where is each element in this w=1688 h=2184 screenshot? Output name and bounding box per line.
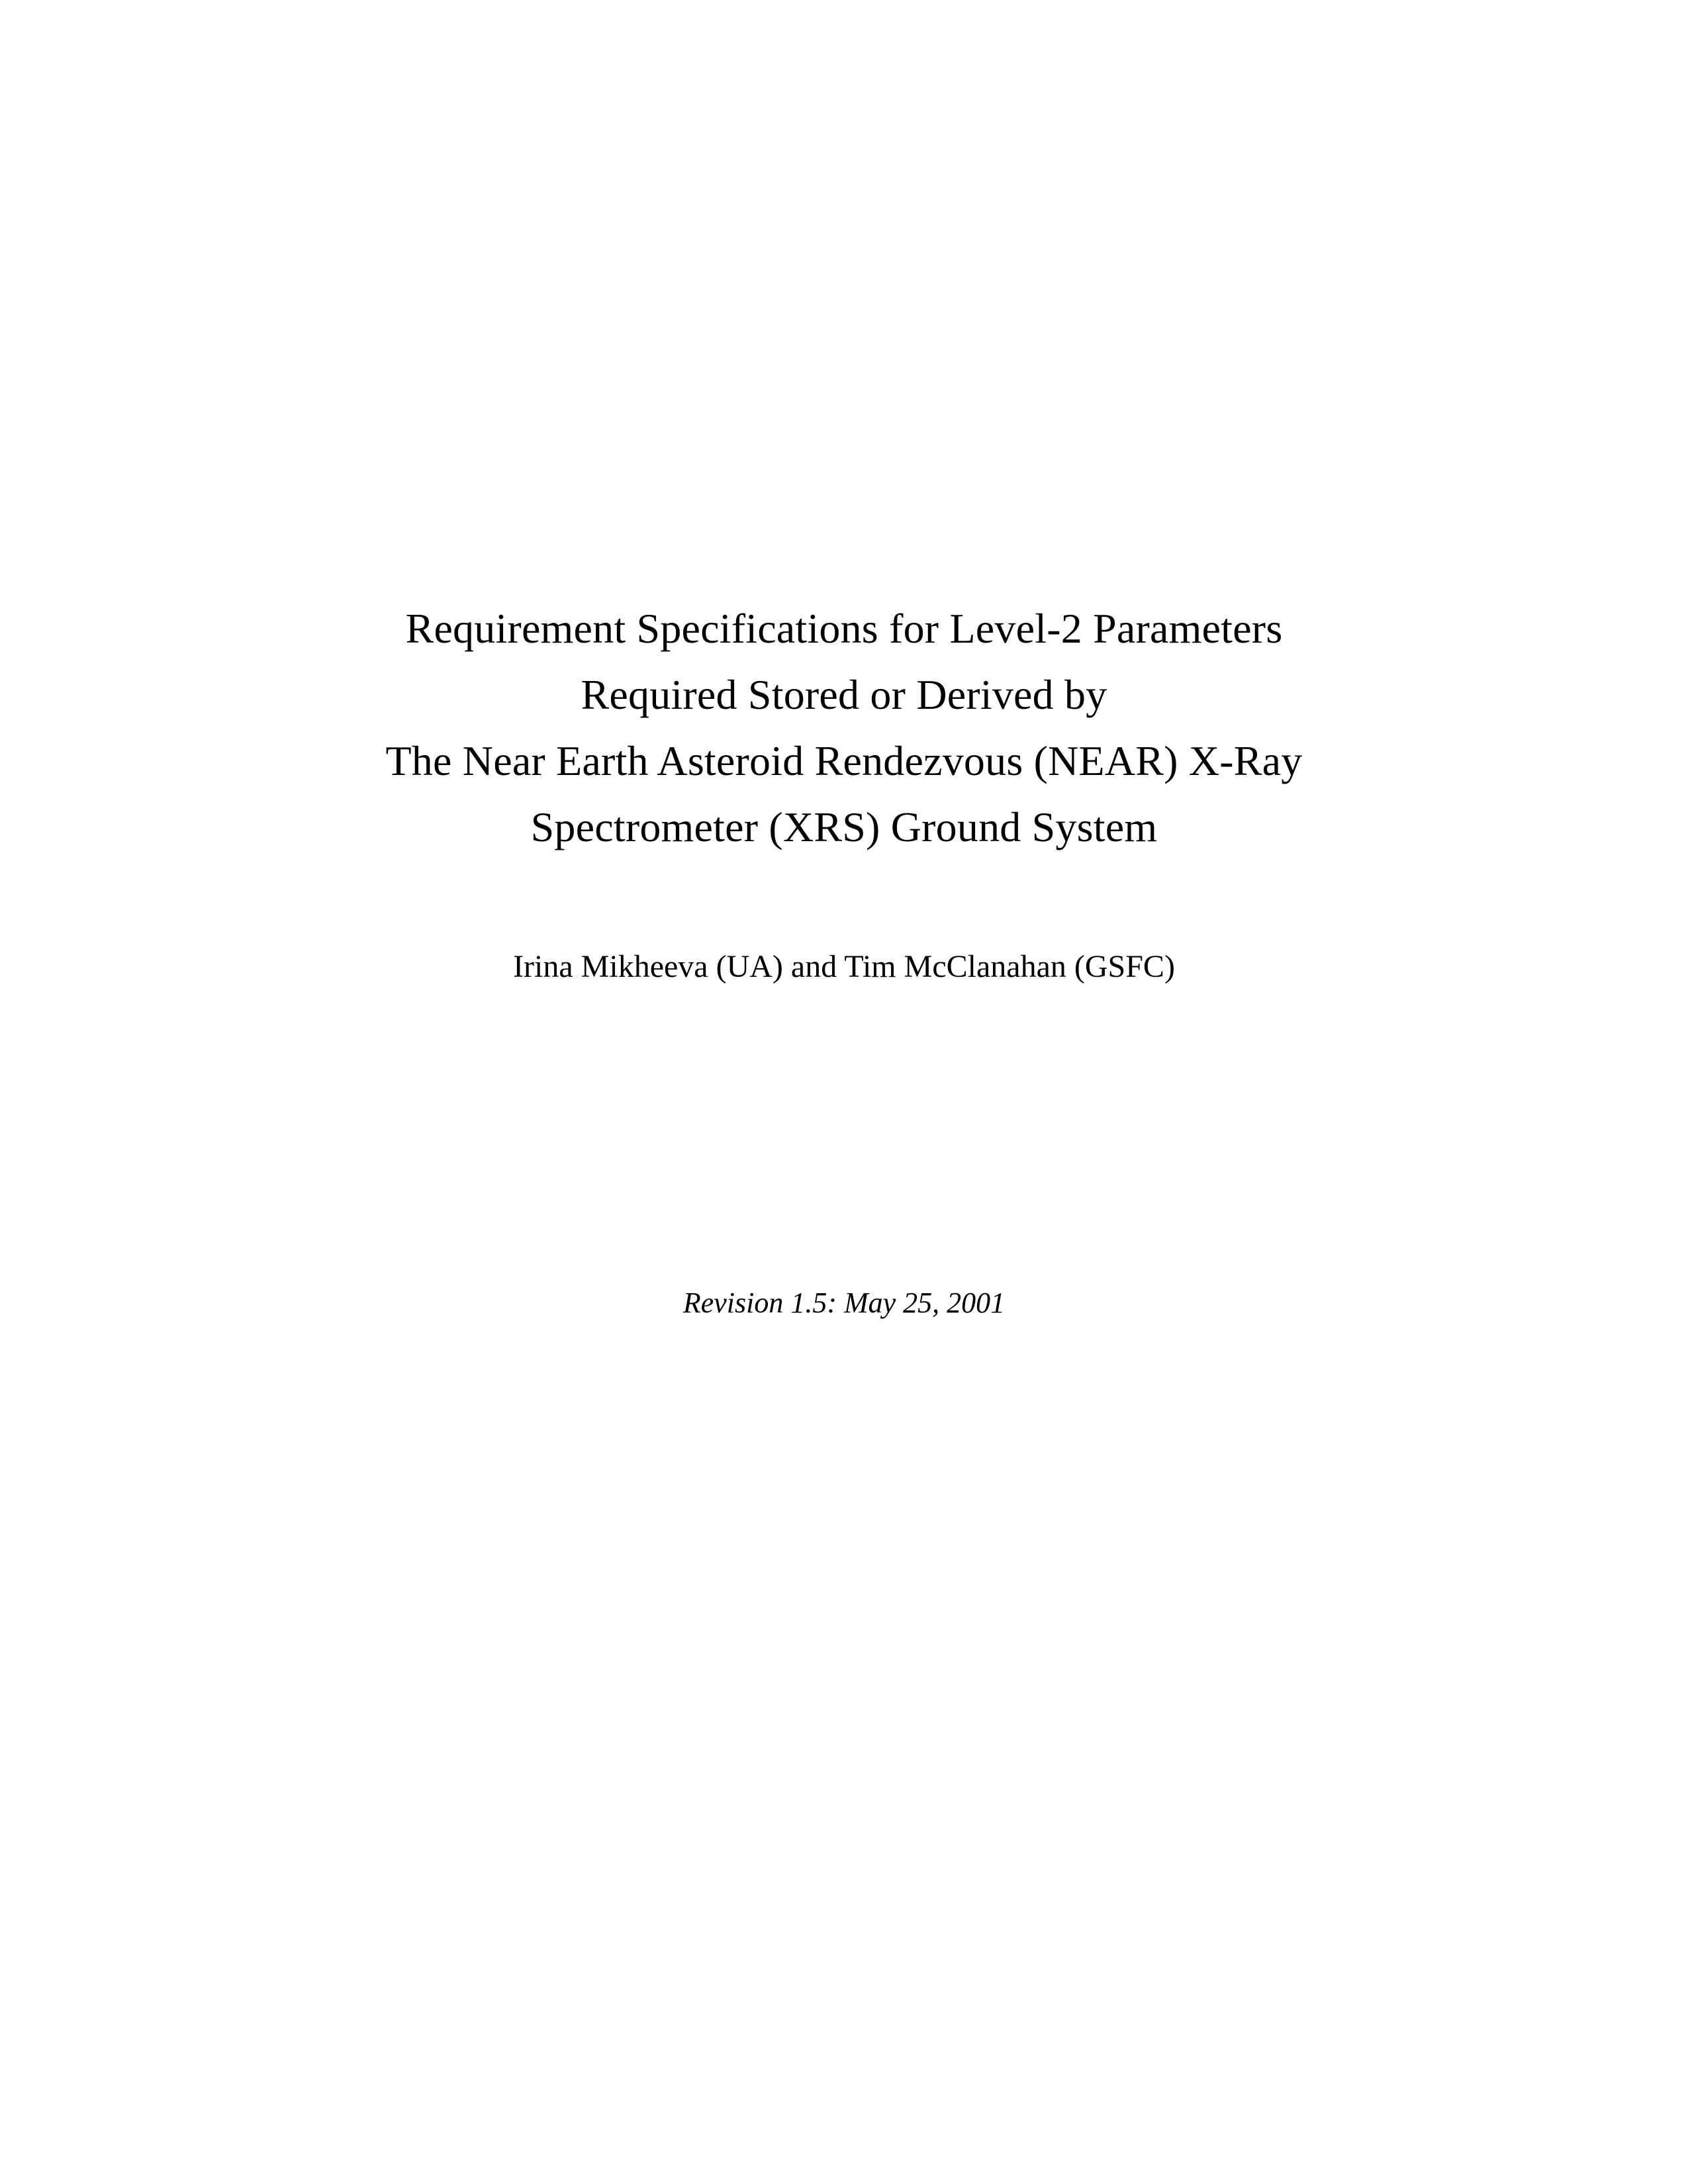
title-line-3: The Near Earth Asteroid Rendezvous (NEAR) X-Ray [385, 737, 1303, 784]
document-revision: Revision 1.5: May 25, 2001 [682, 1287, 1006, 1319]
title-line-2: Required Stored or Derived by [581, 671, 1107, 718]
document-authors: Irina Mikheeva (UA) and Tim McClanahan (GSFC) [513, 949, 1175, 984]
document-title [169, 596, 1519, 860]
title-line-4: Spectrometer (XRS) Ground System [530, 803, 1158, 850]
title-line-1: Requirement Specifications for Level-2 Parameters [405, 605, 1283, 652]
